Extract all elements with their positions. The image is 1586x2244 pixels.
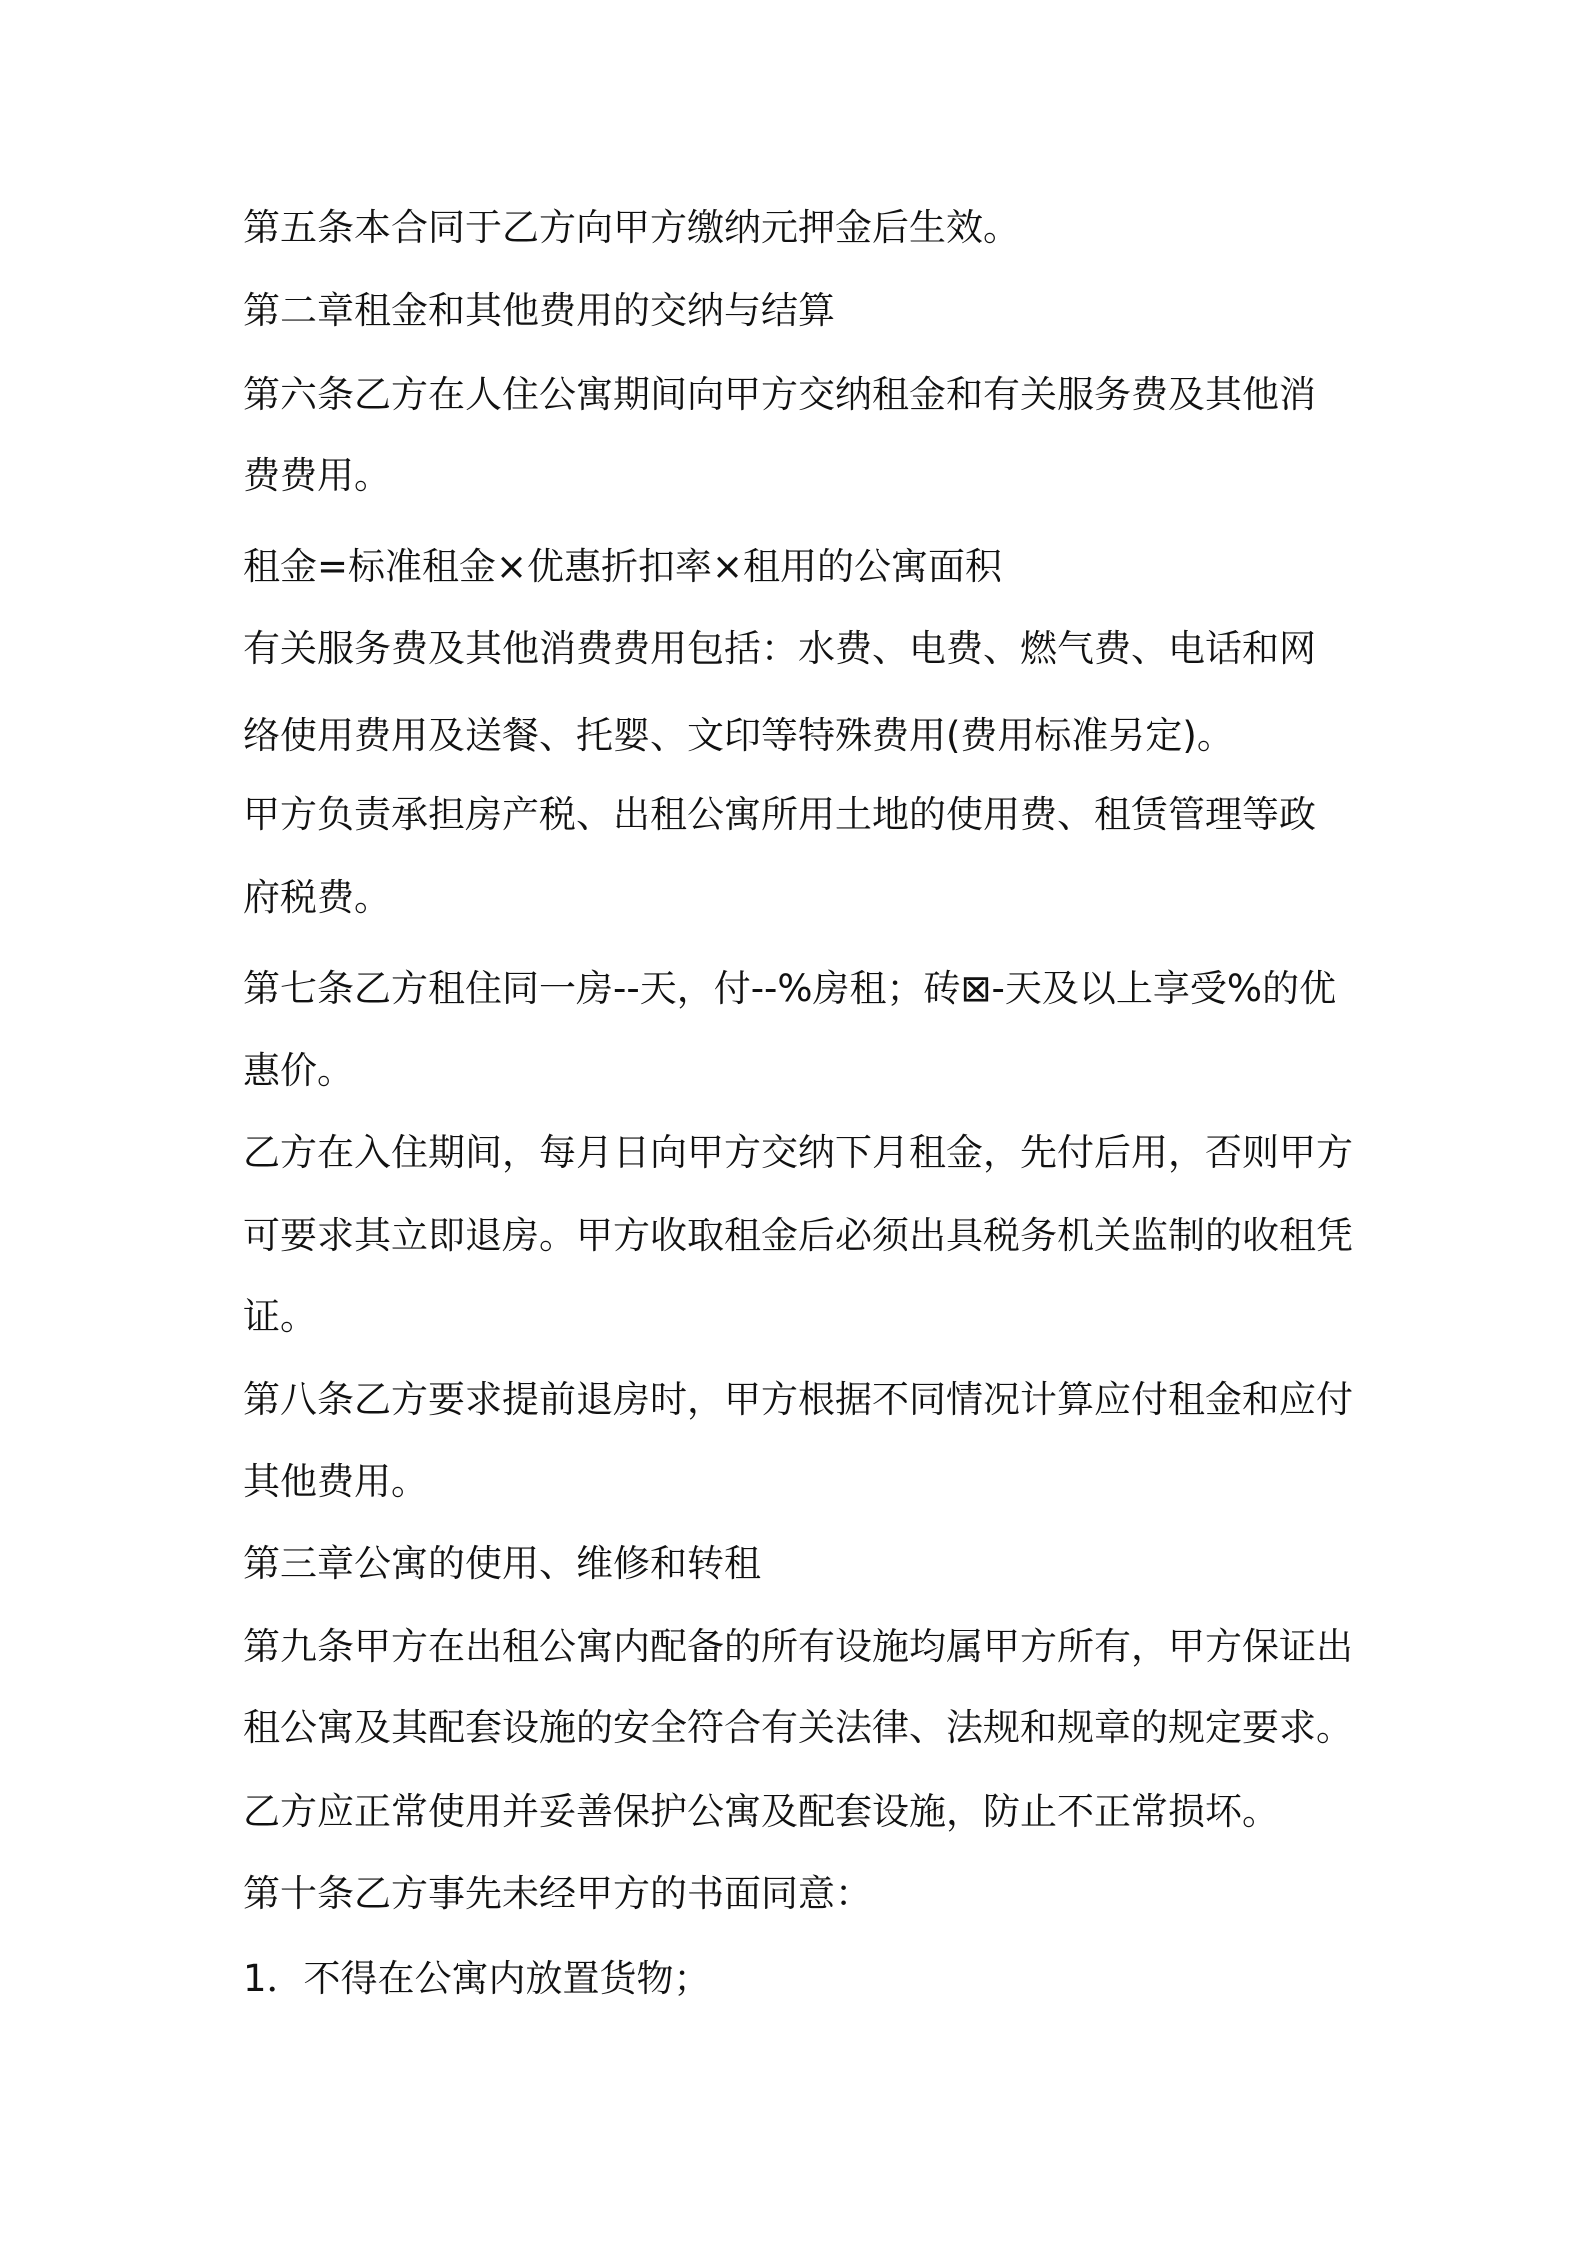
rent-payment-line-2: 可要求其立即退房。甲方收取租金后必须出具税务机关监制的收租凭 [243, 1214, 1353, 1257]
list-item-1: 1．不得在公寓内放置货物； [243, 1957, 711, 2000]
article-9-line-1: 第九条甲方在出租公寓内配备的所有设施均属甲方所有，甲方保证出 [243, 1625, 1353, 1668]
rent-payment-line-1: 乙方在入住期间，每月日向甲方交纳下月租金，先付后用，否则甲方 [243, 1131, 1353, 1174]
article-5-line: 第五条本合同于乙方向甲方缴纳元押金后生效。 [243, 206, 1020, 249]
party-a-taxes-line-2: 府税费。 [243, 876, 391, 919]
article-6-line-1: 第六条乙方在人住公寓期间向甲方交纳租金和有关服务费及其他消 [243, 373, 1316, 416]
proper-use-line: 乙方应正常使用并妥善保护公寓及配套设施，防止不正常损坏。 [243, 1790, 1279, 1833]
service-fees-line-2: 络使用费用及送餐、托婴、文印等特殊费用(费用标准另定)。 [243, 714, 1234, 757]
chapter-3-heading: 第三章公寓的使用、维修和转租 [243, 1542, 761, 1585]
article-8-line-1: 第八条乙方要求提前退房时，甲方根据不同情况计算应付租金和应付 [243, 1378, 1353, 1421]
service-fees-line-1: 有关服务费及其他消费费用包括：水费、电费、燃气费、电话和网 [243, 627, 1316, 670]
article-7-line-1: 第七条乙方租住同一房--天，付--%房租；砖⊠-天及以上享受%的优 [243, 967, 1337, 1010]
rent-formula-line: 租金=标准租金×优惠折扣率×租用的公寓面积 [243, 545, 1003, 588]
article-6-line-2: 费费用。 [243, 454, 391, 497]
article-9-line-2: 租公寓及其配套设施的安全符合有关法律、法规和规章的规定要求。 [243, 1706, 1353, 1749]
article-8-line-2: 其他费用。 [243, 1460, 428, 1503]
chapter-2-heading: 第二章租金和其他费用的交纳与结算 [243, 289, 835, 332]
rent-payment-line-3: 证。 [243, 1295, 317, 1338]
article-7-line-2: 惠价。 [243, 1049, 354, 1092]
article-10-line: 第十条乙方事先未经甲方的书面同意： [243, 1872, 872, 1915]
party-a-taxes-line-1: 甲方负责承担房产税、出租公寓所用土地的使用费、租赁管理等政 [243, 793, 1316, 836]
